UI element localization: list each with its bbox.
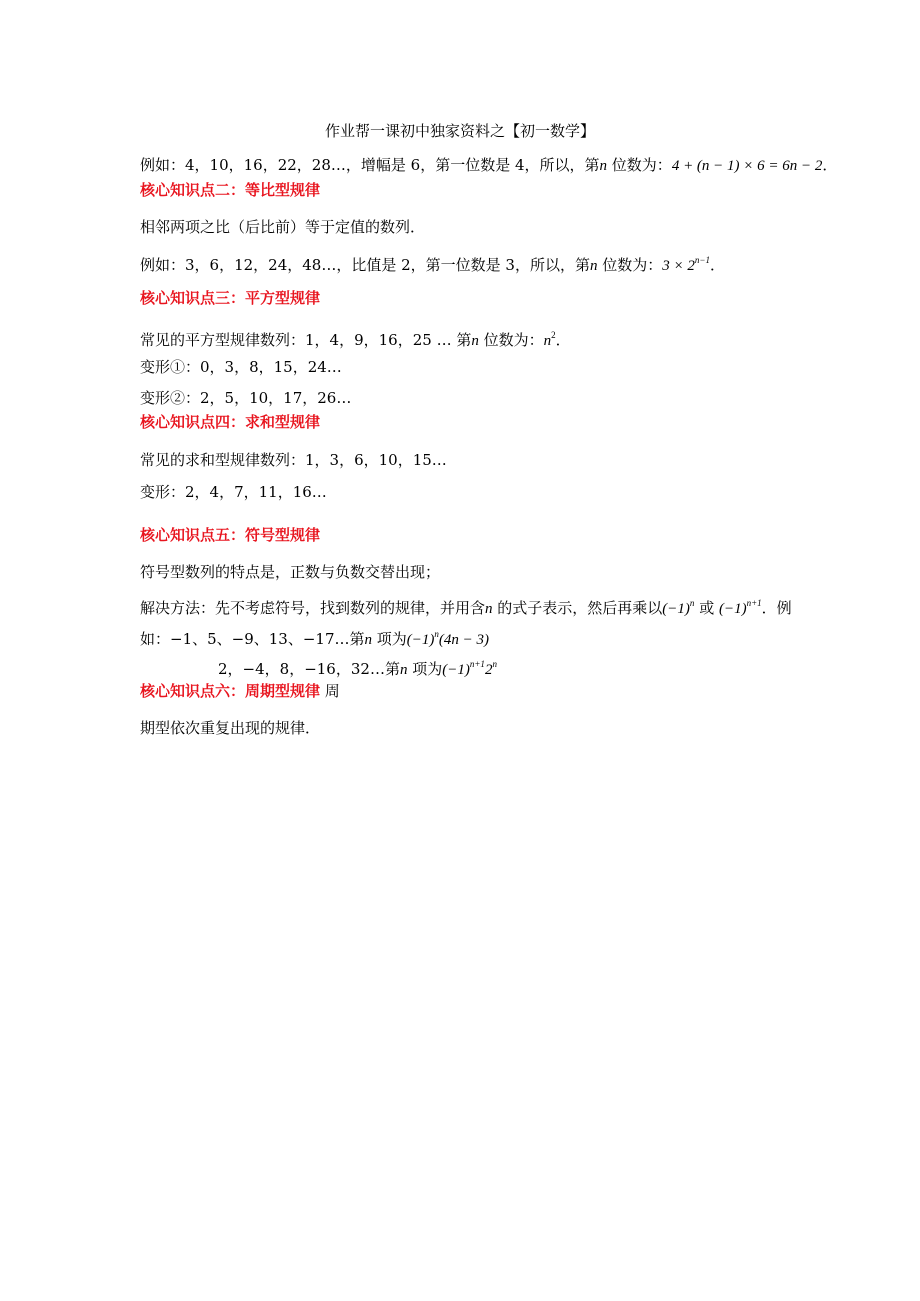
text: 如：−1、5、−9、13、−17…第 [140,630,365,648]
exponent: n+1 [746,598,762,608]
section-heading-3: 核心知识点三：平方型规律 [140,289,321,307]
text: 2，−4，8，−16，32…第 [218,660,400,678]
geometric-example [140,250,725,276]
text: 例如：4，10，16，22，28…，增幅是 6，第一位数是 4，所以，第 [140,156,600,174]
variable: n [399,662,408,678]
section-heading-5: 核心知识点五：符号型规律 [140,526,321,544]
square-variant-1: 变形①：0，3，8，15，24… [140,358,342,376]
heading-text: 核心知识点六：周期型规律 [140,682,321,700]
formula: (−1) [718,601,747,617]
variable: n [589,258,598,274]
arithmetic-example [140,155,837,176]
text: 周 [320,682,340,700]
formula: (−1) [662,601,690,617]
square-variant-2: 变形②：2，5，10，17，26… [140,389,352,407]
sign-example-1 [140,624,489,650]
variable: n [471,333,479,349]
text: 位数为： [478,331,544,349]
text: 项为 [407,660,443,678]
square-sequence [140,325,571,351]
sum-variant: 变形：2，4，7，11，16… [140,483,327,501]
formula: 3 × 2 [662,258,695,274]
text: ． [709,256,725,274]
text: 项为 [372,630,407,648]
sign-definition: 符号型数列的特点是，正数与负数交替出现； [140,563,441,581]
text: 常见的平方型规律数列：1，4，9，16，25 … 第 [140,331,472,349]
formula: (−1) [442,662,470,678]
periodic-definition: 期型依次重复出现的规律． [140,719,321,737]
sign-method [140,593,792,619]
text: 位数为： [597,256,663,274]
page-header: 作业帮一课初中独家资料之【初一数学】 [324,122,595,140]
text: ．例 [761,599,792,617]
text: 解决方法：先不考虑符号，找到数列的规律，并用含 [140,599,486,617]
exponent: 2 [551,330,556,340]
text: 或 [694,599,719,617]
text: ． [822,156,838,174]
variable: n [364,632,373,648]
exponent: n [492,659,497,669]
formula: 4 + (n − 1) × 6 = 6n − 2 [671,158,823,174]
exponent: n [434,629,439,639]
sign-example-2 [218,654,497,680]
text: 例如：3，6，12，24，48…，比值是 2，第一位数是 3，所以，第 [140,256,590,274]
text: 的式子表示，然后再乘以 [492,599,663,617]
section-heading-6 [140,681,340,701]
exponent: n [689,598,695,608]
sum-sequence: 常见的求和型规律数列：1，3，6，10，15… [140,451,447,469]
text: 位数为： [607,156,672,174]
exponent: n+1 [469,659,485,669]
variable: n [599,158,608,174]
formula: n [543,333,552,349]
formula: (−1) [406,632,435,648]
section-heading-4: 核心知识点四：求和型规律 [140,413,321,431]
formula: 2 [484,662,493,678]
exponent: n−1 [694,255,710,265]
variable: n [485,601,493,617]
geometric-definition: 相邻两项之比（后比前）等于定值的数列． [140,218,426,236]
formula: (4n − 3) [438,632,490,648]
text: ． [555,331,571,349]
section-heading-2: 核心知识点二：等比型规律 [140,181,321,199]
